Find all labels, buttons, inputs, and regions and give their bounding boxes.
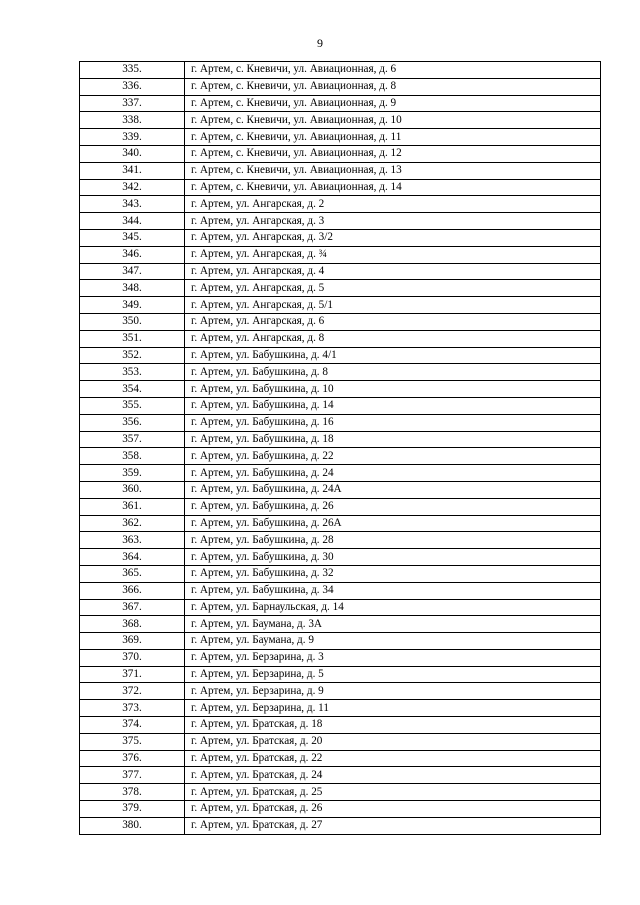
row-number: 338. <box>80 112 185 129</box>
row-address: г. Артем, ул. Братская, д. 18 <box>185 717 601 734</box>
row-address: г. Артем, ул. Ангарская, д. 8 <box>185 330 601 347</box>
table-row <box>80 397 601 414</box>
table-row <box>80 246 601 263</box>
row-address: г. Артем, ул. Бабушкина, д. 8 <box>185 364 601 381</box>
row-address: г. Артем, с. Кневичи, ул. Авиационная, д. 13 <box>185 162 601 179</box>
row-address: г. Артем, с. Кневичи, ул. Авиационная, д. 9 <box>185 95 601 112</box>
row-number: 347. <box>80 263 185 280</box>
table-row <box>80 784 601 801</box>
row-address: г. Артем, ул. Берзарина, д. 11 <box>185 700 601 717</box>
table-row <box>80 616 601 633</box>
row-number: 363. <box>80 532 185 549</box>
table-row <box>80 515 601 532</box>
table-row <box>80 280 601 297</box>
row-address: г. Артем, ул. Ангарская, д. 6 <box>185 313 601 330</box>
table-row <box>80 364 601 381</box>
row-number: 341. <box>80 162 185 179</box>
row-number: 354. <box>80 381 185 398</box>
row-number: 377. <box>80 767 185 784</box>
row-address: г. Артем, ул. Братская, д. 22 <box>185 750 601 767</box>
table-row <box>80 733 601 750</box>
row-number: 375. <box>80 733 185 750</box>
row-address: г. Артем, ул. Братская, д. 27 <box>185 817 601 834</box>
table-row <box>80 62 601 79</box>
row-number: 374. <box>80 717 185 734</box>
row-number: 376. <box>80 750 185 767</box>
row-address: г. Артем, ул. Бабушкина, д. 24 <box>185 465 601 482</box>
row-number: 361. <box>80 498 185 515</box>
row-address: г. Артем, ул. Берзарина, д. 3 <box>185 649 601 666</box>
row-address: г. Артем, ул. Бабушкина, д. 16 <box>185 414 601 431</box>
row-number: 340. <box>80 145 185 162</box>
table-row <box>80 465 601 482</box>
row-number: 360. <box>80 481 185 498</box>
table-row <box>80 599 601 616</box>
table-row <box>80 414 601 431</box>
row-number: 359. <box>80 465 185 482</box>
row-number: 365. <box>80 565 185 582</box>
row-number: 352. <box>80 347 185 364</box>
row-address: г. Артем, ул. Ангарская, д. 3/2 <box>185 229 601 246</box>
table-row <box>80 481 601 498</box>
row-number: 351. <box>80 330 185 347</box>
table-row <box>80 196 601 213</box>
table-row <box>80 213 601 230</box>
table-row <box>80 498 601 515</box>
row-number: 373. <box>80 700 185 717</box>
table-row <box>80 649 601 666</box>
row-number: 339. <box>80 129 185 146</box>
row-number: 364. <box>80 549 185 566</box>
row-address: г. Артем, ул. Братская, д. 25 <box>185 784 601 801</box>
table-row <box>80 129 601 146</box>
row-address: г. Артем, ул. Ангарская, д. 5/1 <box>185 297 601 314</box>
row-address: г. Артем, ул. Ангарская, д. 5 <box>185 280 601 297</box>
row-address: г. Артем, ул. Бабушкина, д. 28 <box>185 532 601 549</box>
table-row <box>80 582 601 599</box>
row-address: г. Артем, с. Кневичи, ул. Авиационная, д. 8 <box>185 78 601 95</box>
row-address: г. Артем, ул. Бабушкина, д. 18 <box>185 431 601 448</box>
table-row <box>80 313 601 330</box>
row-address: г. Артем, ул. Бабушкина, д. 14 <box>185 397 601 414</box>
address-table-body <box>80 62 601 835</box>
row-address: г. Артем, ул. Бабушкина, д. 34 <box>185 582 601 599</box>
row-address: г. Артем, ул. Бабушкина, д. 32 <box>185 565 601 582</box>
page-number: 9 <box>317 36 323 50</box>
row-address: г. Артем, ул. Бабушкина, д. 4/1 <box>185 347 601 364</box>
table-row <box>80 700 601 717</box>
table-row <box>80 179 601 196</box>
row-number: 362. <box>80 515 185 532</box>
row-number: 349. <box>80 297 185 314</box>
row-number: 343. <box>80 196 185 213</box>
row-number: 356. <box>80 414 185 431</box>
row-number: 344. <box>80 213 185 230</box>
table-row <box>80 95 601 112</box>
row-address: г. Артем, ул. Братская, д. 20 <box>185 733 601 750</box>
table-row <box>80 683 601 700</box>
row-address: г. Артем, ул. Баумана, д. 3А <box>185 616 601 633</box>
row-number: 350. <box>80 313 185 330</box>
table-row <box>80 330 601 347</box>
row-number: 366. <box>80 582 185 599</box>
row-address: г. Артем, ул. Барнаульская, д. 14 <box>185 599 601 616</box>
row-address: г. Артем, с. Кневичи, ул. Авиационная, д. 10 <box>185 112 601 129</box>
table-row <box>80 448 601 465</box>
row-number: 335. <box>80 62 185 79</box>
table-row <box>80 801 601 818</box>
row-number: 345. <box>80 229 185 246</box>
row-number: 371. <box>80 666 185 683</box>
row-address: г. Артем, ул. Бабушкина, д. 24А <box>185 481 601 498</box>
row-address: г. Артем, ул. Ангарская, д. ¾ <box>185 246 601 263</box>
row-number: 353. <box>80 364 185 381</box>
table-row <box>80 532 601 549</box>
row-address: г. Артем, ул. Бабушкина, д. 10 <box>185 381 601 398</box>
address-table <box>79 61 601 835</box>
row-address: г. Артем, ул. Бабушкина, д. 30 <box>185 549 601 566</box>
table-row <box>80 78 601 95</box>
table-row <box>80 162 601 179</box>
table-row <box>80 633 601 650</box>
row-number: 348. <box>80 280 185 297</box>
row-number: 337. <box>80 95 185 112</box>
row-number: 346. <box>80 246 185 263</box>
row-address: г. Артем, ул. Братская, д. 24 <box>185 767 601 784</box>
row-number: 378. <box>80 784 185 801</box>
table-row <box>80 750 601 767</box>
row-number: 370. <box>80 649 185 666</box>
row-number: 342. <box>80 179 185 196</box>
row-address: г. Артем, ул. Братская, д. 26 <box>185 801 601 818</box>
row-address: г. Артем, ул. Бабушкина, д. 26А <box>185 515 601 532</box>
table-row <box>80 666 601 683</box>
row-address: г. Артем, ул. Берзарина, д. 5 <box>185 666 601 683</box>
row-address: г. Артем, с. Кневичи, ул. Авиационная, д. 6 <box>185 62 601 79</box>
table-row <box>80 297 601 314</box>
row-number: 379. <box>80 801 185 818</box>
row-address: г. Артем, ул. Ангарская, д. 4 <box>185 263 601 280</box>
row-number: 367. <box>80 599 185 616</box>
row-address: г. Артем, с. Кневичи, ул. Авиационная, д. 14 <box>185 179 601 196</box>
row-address: г. Артем, ул. Берзарина, д. 9 <box>185 683 601 700</box>
table-row <box>80 381 601 398</box>
row-address: г. Артем, ул. Ангарская, д. 3 <box>185 213 601 230</box>
table-row <box>80 565 601 582</box>
table-row <box>80 145 601 162</box>
table-row <box>80 347 601 364</box>
table-row <box>80 112 601 129</box>
row-address: г. Артем, ул. Бабушкина, д. 26 <box>185 498 601 515</box>
row-number: 357. <box>80 431 185 448</box>
row-number: 355. <box>80 397 185 414</box>
table-row <box>80 549 601 566</box>
row-number: 369. <box>80 633 185 650</box>
row-number: 372. <box>80 683 185 700</box>
row-number: 380. <box>80 817 185 834</box>
table-row <box>80 767 601 784</box>
row-number: 336. <box>80 78 185 95</box>
row-number: 368. <box>80 616 185 633</box>
row-address: г. Артем, с. Кневичи, ул. Авиационная, д. 11 <box>185 129 601 146</box>
row-address: г. Артем, ул. Ангарская, д. 2 <box>185 196 601 213</box>
table-row <box>80 717 601 734</box>
table-row <box>80 817 601 834</box>
row-address: г. Артем, ул. Баумана, д. 9 <box>185 633 601 650</box>
row-number: 358. <box>80 448 185 465</box>
row-address: г. Артем, ул. Бабушкина, д. 22 <box>185 448 601 465</box>
row-address: г. Артем, с. Кневичи, ул. Авиационная, д. 12 <box>185 145 601 162</box>
table-row <box>80 229 601 246</box>
table-row <box>80 263 601 280</box>
table-row <box>80 431 601 448</box>
